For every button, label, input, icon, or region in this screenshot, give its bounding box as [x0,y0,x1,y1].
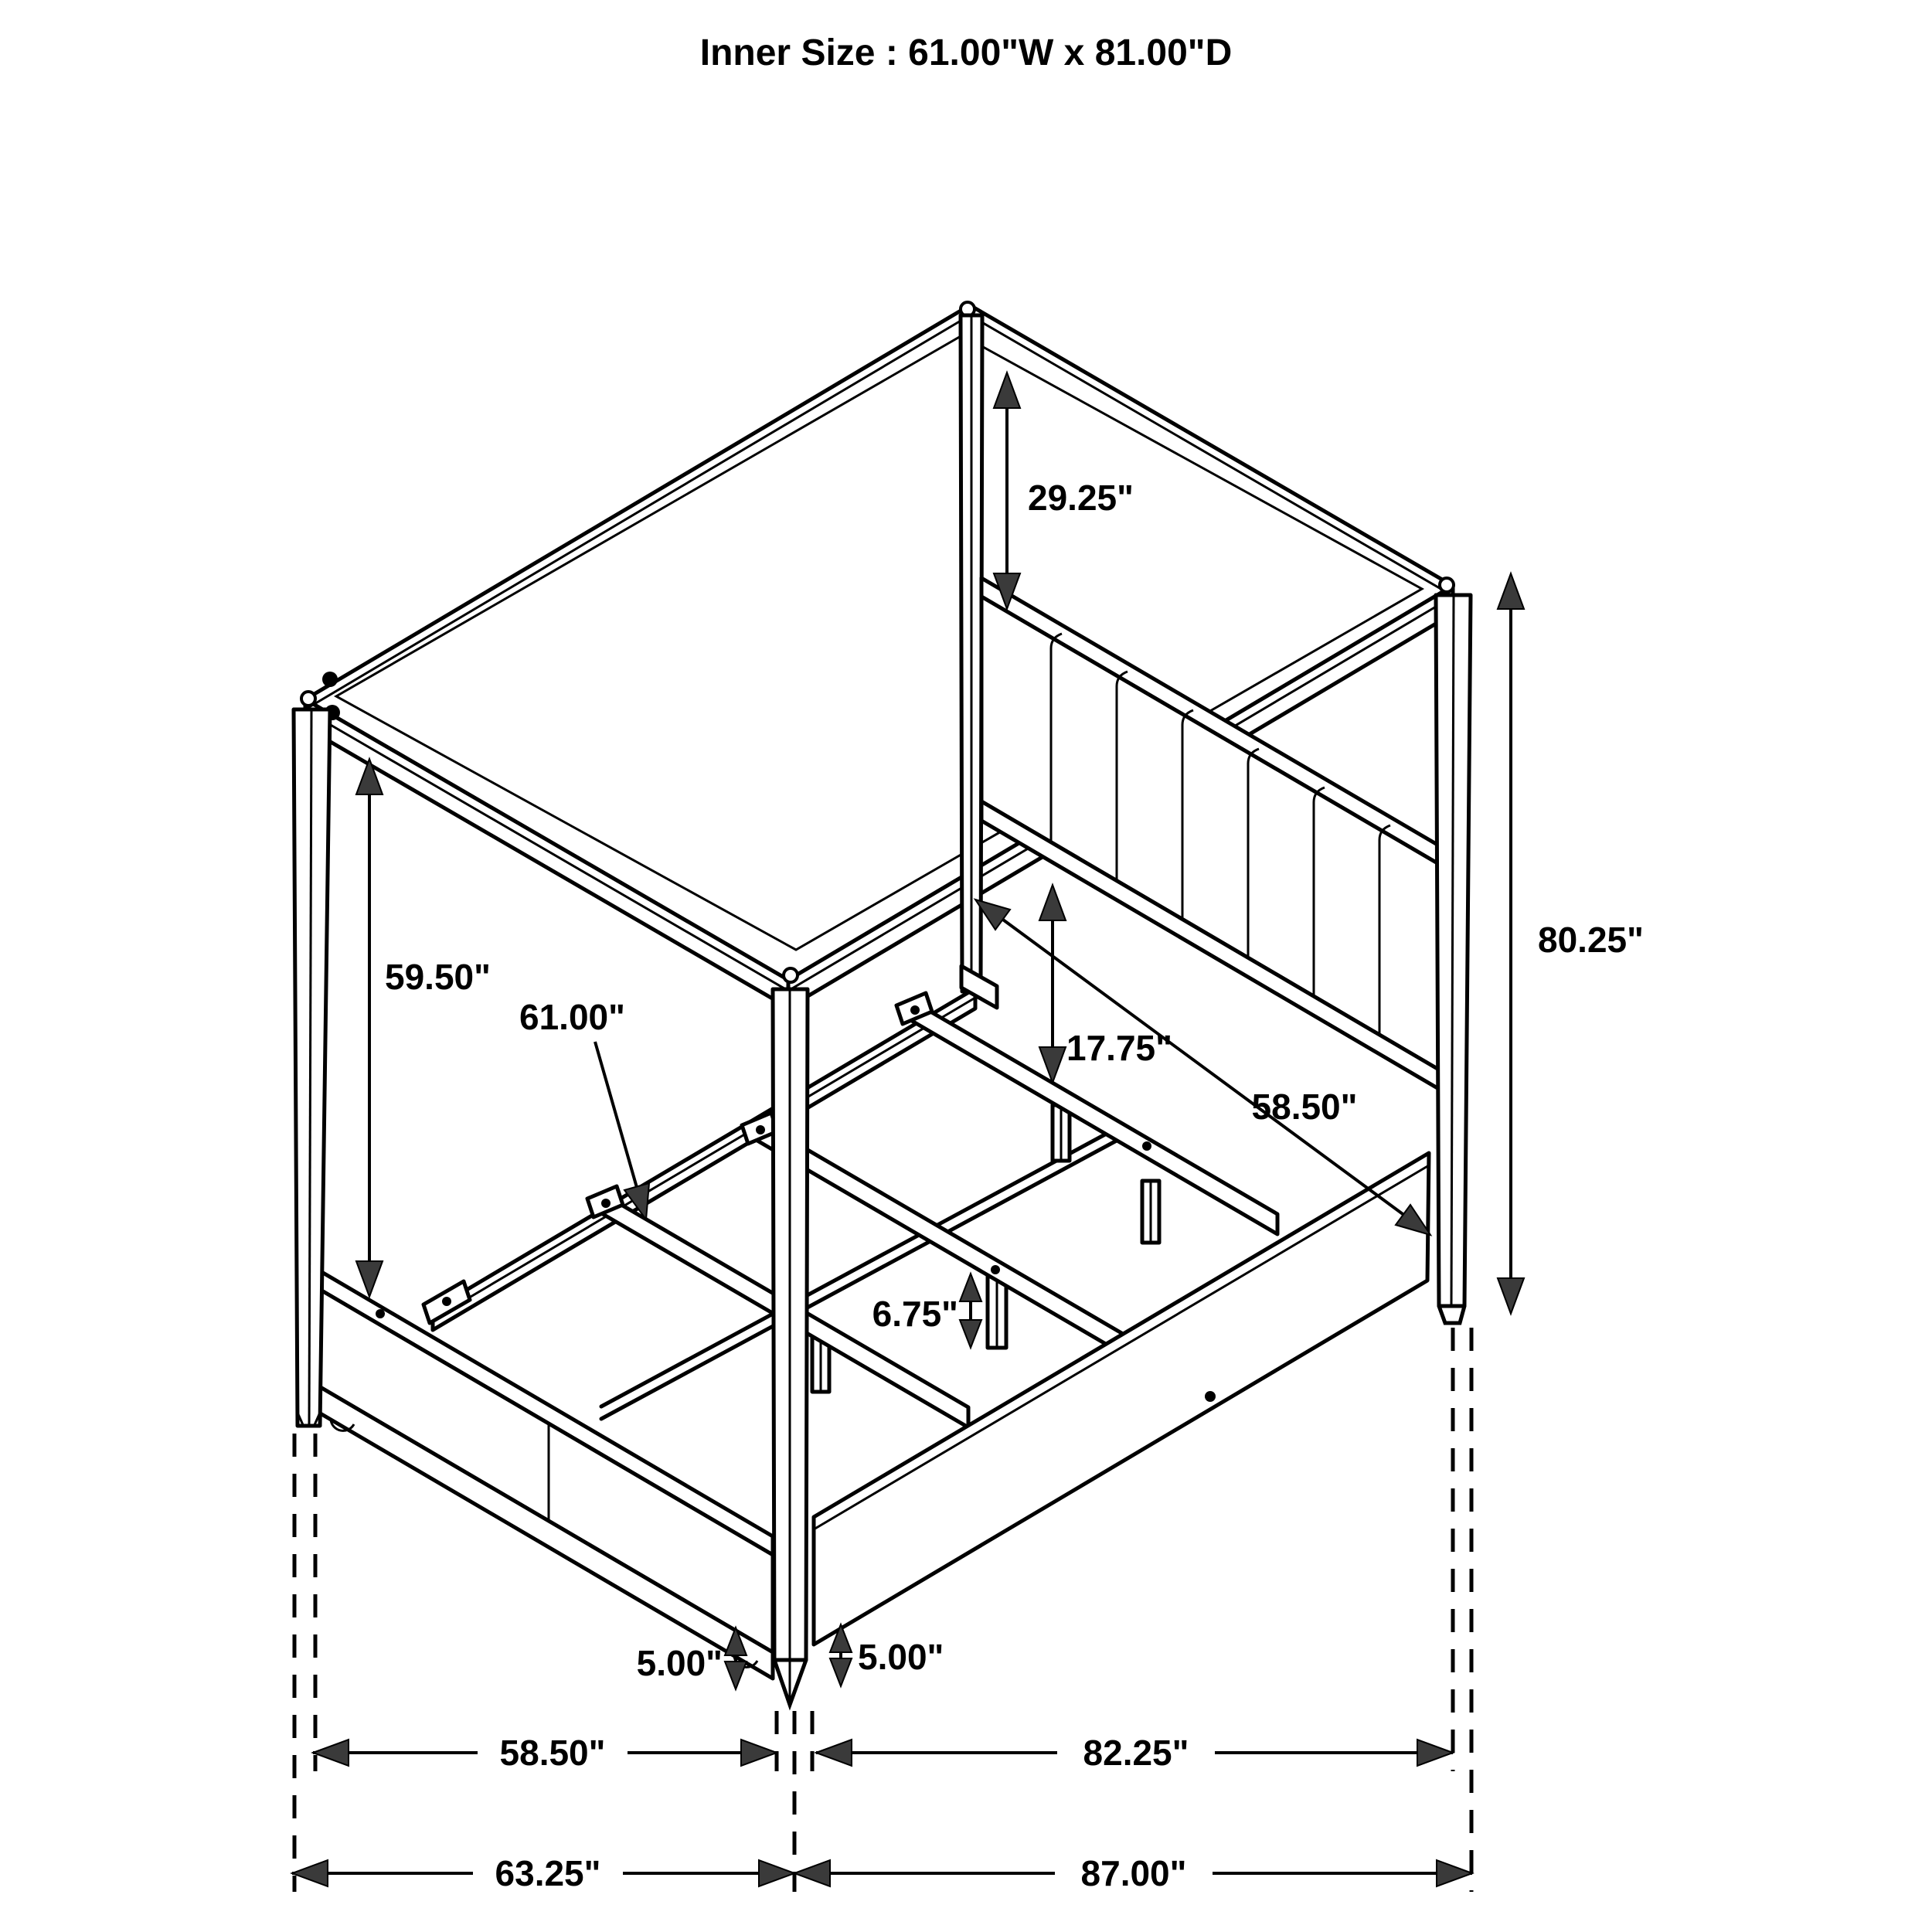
footboard [314,1267,773,1679]
dim-label-depth-overall: 87.00" [1080,1853,1187,1893]
dim-label-overall-height: 80.25" [1538,920,1644,960]
dim-label-underside-height: 59.50" [385,957,491,997]
canopy-corner-hole-front [784,968,798,982]
canopy-corner-hole-right [1440,578,1454,592]
dim-label-width-inner: 58.50" [499,1733,606,1773]
dim-depth-overall [794,1853,1472,1893]
dim-label-canopy-drop: 29.25" [1028,478,1134,518]
dim-label-clearance-left: 5.00" [636,1643,723,1683]
dim-label-rail-span: 58.50" [1251,1087,1358,1127]
canopy-corner-hole-left [301,692,315,706]
dim-width-inner [313,1733,777,1773]
dim-width-overall [292,1853,794,1893]
dim-label-depth-inner: 82.25" [1083,1733,1189,1773]
dim-label-width-overall: 63.25" [495,1853,601,1893]
dim-underside-height [356,759,491,1297]
dim-overall-height [1498,573,1644,1314]
dim-label-canopy-to-deck: 17.75" [1066,1028,1172,1068]
canopy-bolt-dot [322,672,338,687]
slat-leg [1142,1181,1159,1243]
right-post [1436,595,1471,1323]
diagram-title: Inner Size : 61.00"W x 81.00"D [699,32,1233,73]
dim-label-inner-width: 61.00" [519,997,625,1037]
dim-label-slat-leg-height: 6.75" [872,1294,958,1334]
slat-leg [988,1277,1006,1348]
dim-slat-leg-height [872,1274,981,1348]
rear-post [961,315,982,992]
dim-depth-inner [816,1733,1453,1773]
footboard-panel [314,1286,773,1652]
dim-inner-width [519,997,649,1219]
dim-label-clearance-right: 5.00" [858,1637,944,1677]
dim-clearance-right [830,1624,944,1686]
front-post [773,989,808,1705]
